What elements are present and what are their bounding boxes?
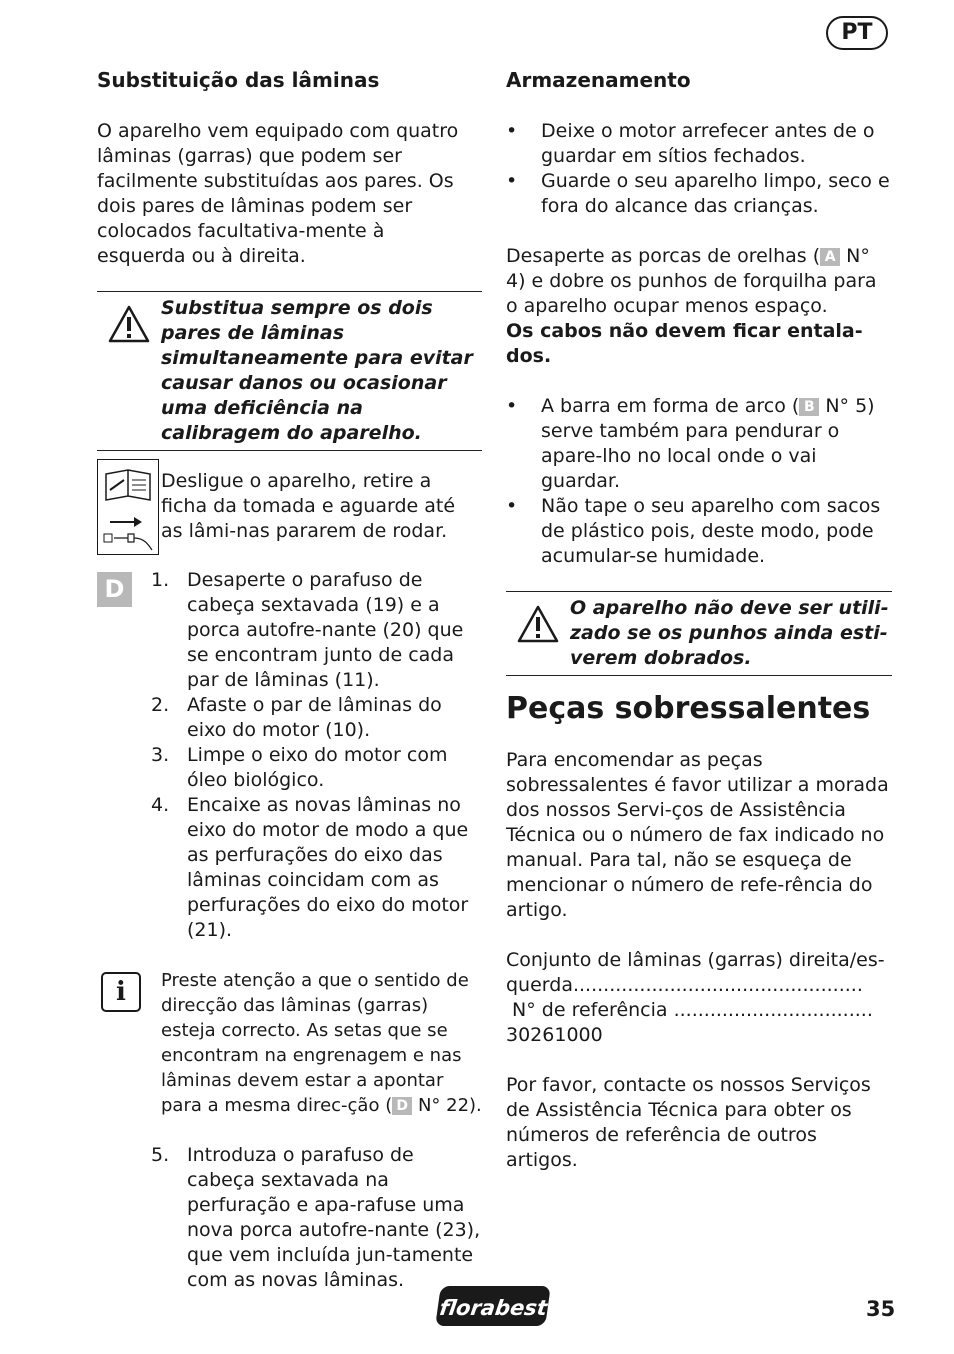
step-item: [97, 743, 482, 793]
warning-text: O aparelho não deve ser utili-zado se os punhos ainda esti-verem dobrados.: [570, 597, 889, 669]
part-number: 30261000: [506, 1024, 603, 1046]
part-line: querda................................................: [506, 974, 863, 996]
bullet-text: [541, 394, 892, 494]
step-number: 4.: [151, 794, 170, 816]
bullet-mark: •: [506, 120, 518, 142]
page-number: 35: [866, 1297, 896, 1321]
figure-d-badge: D: [97, 572, 132, 607]
step-item: [97, 1143, 482, 1293]
step-text: Limpe o eixo do motor com óleo biológico.: [187, 744, 448, 791]
step-text: Desaperte o parafuso de cabeça sextavada (19) e a porca autofre-nante (20) que se encontram junto de cada par de lâminas (11).: [187, 569, 464, 691]
section-title: Peças sobressalentes: [506, 691, 871, 726]
list-item: [506, 494, 892, 569]
warning-text: Substitua sempre os dois pares de lâminas simultaneamente para evitar causar danos ou ocasionar uma deficiência na calibragem do aparelho.: [161, 297, 473, 444]
info-note: [97, 968, 482, 1118]
list-item: [506, 394, 892, 494]
bullet-text: Guarde o seu aparelho limpo, seco e fora do alcance das crianças.: [541, 170, 890, 217]
figure-b-badge: B: [799, 398, 819, 416]
spare-parts-paragraph: Para encomendar as peças sobressalentes é favor utilizar a morada dos nossos Servi-ços de Assistência Técnica ou o número de fax indicado no manual. Para tal, não se esqueça de mencionar o número de refe-rência do artigo.: [506, 749, 889, 921]
heading-blade-replacement: Substituição das lâminas: [97, 68, 380, 92]
intro-paragraph: O aparelho vem equipado com quatro lâminas (garras) que podem ser facilmente substituídas aos pares. Os dois pares de lâminas podem ser colocados facultativa-mente à esquerda ou à direita.: [97, 120, 459, 267]
bullet-mark: •: [506, 170, 518, 192]
step-text: Encaixe as novas lâminas no eixo do motor de modo a que as perfurações do eixo das lâminas coincidam com as perfurações do eixo do motor (21).: [187, 794, 469, 941]
unplug-notice: [97, 459, 482, 555]
bullet-text: Deixe o motor arrefecer antes de o guardar em sítios fechados.: [541, 120, 875, 167]
bullet-text-b: N° 5) serve também para pendurar o apare-lho no local onde o vai guardar.: [541, 395, 875, 492]
step-text: Introduza o parafuso de cabeça sextavada na perfuração e apa-rafuse uma nova porca autofre-nante (23), que vem incluída jun-tamente com as novas lâminas.: [187, 1144, 481, 1291]
figure-d-inline-badge: D: [392, 1097, 412, 1115]
step-item: [97, 793, 482, 943]
part-line: N° de referência .................................: [506, 999, 873, 1021]
figure-a-badge: A: [820, 248, 840, 266]
left-column: [97, 66, 482, 1293]
step-text: Afaste o par de lâminas do eixo do motor (10).: [187, 694, 442, 741]
step-item: [97, 568, 482, 693]
step-number: 5.: [151, 1144, 170, 1166]
language-badge: PT: [826, 16, 888, 50]
warning-box: [506, 591, 892, 676]
step-number: 3.: [151, 744, 170, 766]
florabest-logo: [435, 1286, 551, 1326]
bullet-mark: •: [506, 395, 518, 417]
bullet-text-a: A barra em forma de arco (: [541, 395, 800, 417]
warning-triangle-icon: [506, 596, 570, 671]
para-text-b: N° 4) e dobre os punhos de forquilha para o aparelho ocupar menos espaço.: [506, 245, 877, 317]
part-line: Conjunto de lâminas (garras) direita/es-: [506, 949, 885, 971]
para-text-a: Desaperte as porcas de orelhas (: [506, 245, 821, 267]
cables-note: Os cabos não devem ficar entala-dos.: [506, 320, 863, 367]
bullet-text: Não tape o seu aparelho com sacos de plástico pois, deste modo, pode acumular-se humidade.: [541, 495, 881, 567]
steps-list: [97, 568, 482, 943]
step-item: [97, 693, 482, 743]
info-text-a: Preste atenção a que o sentido de direcção das lâminas (garras) esteja correcto. As setas que se encontram na engrenagem e nas lâminas devem estar a apontar para a mesma direc-ção (: [161, 970, 469, 1116]
bullet-mark: •: [506, 495, 518, 517]
info-icon: i: [101, 972, 141, 1012]
step-number: 1.: [151, 569, 170, 591]
contact-paragraph: Por favor, contacte os nossos Serviços de Assistência Técnica para obter os números de referência de outros artigos.: [506, 1074, 871, 1171]
list-item: [506, 119, 892, 169]
step-number: 2.: [151, 694, 170, 716]
brand-name: florabest: [438, 1296, 549, 1320]
warning-box: [97, 291, 482, 451]
list-item: [506, 169, 892, 219]
manual-unplug-icon: [97, 459, 159, 555]
right-column: [506, 66, 892, 1173]
info-text-b: N° 22).: [412, 1095, 482, 1116]
fold-handles-paragraph: [506, 244, 892, 319]
heading-storage: Armazenamento: [506, 68, 691, 92]
unplug-text: Desligue o aparelho, retire a ficha da tomada e aguarde até as lâmi-nas pararem de rodar.: [161, 470, 456, 542]
warning-triangle-icon: [97, 296, 161, 446]
